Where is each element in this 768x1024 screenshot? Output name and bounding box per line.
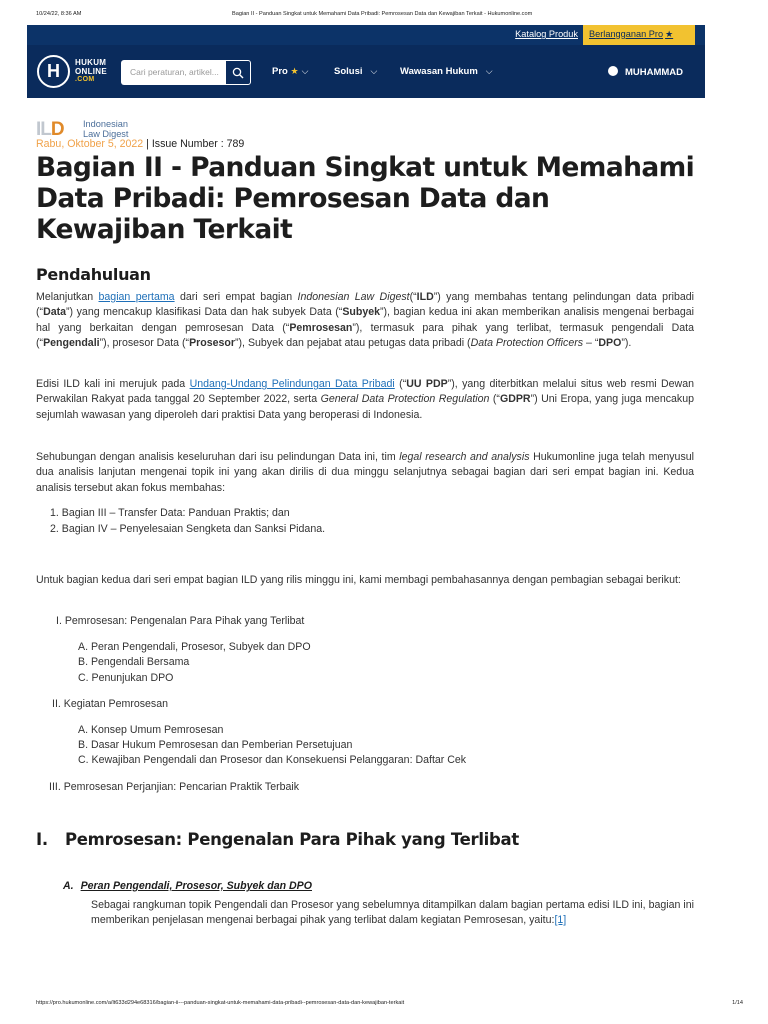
section-1-heading [36, 830, 519, 849]
footnote-link[interactable]: [1] [554, 914, 567, 927]
berlangganan-pro-label: Berlangganan Pro [589, 29, 664, 39]
search-icon [232, 67, 244, 79]
subsection-a-letter: A. [63, 880, 74, 892]
star-icon: ★ [290, 66, 299, 76]
issue-number: | Issue Number : 789 [143, 138, 245, 150]
top-strip [27, 25, 705, 45]
print-doc-title: Bagian II - Panduan Singkat untuk Memahami Data Pribadi: Pemrosesan Data dan Kewajiban Terkait - Hukumonline.com [232, 11, 533, 17]
focus-list-item: 1. Bagian III – Transfer Data: Panduan Praktis; dan [50, 507, 290, 519]
user-menu[interactable] [608, 66, 683, 78]
ild-logo-text [83, 120, 128, 139]
nav-wawasan-hukum[interactable] [400, 66, 493, 77]
chevron-down-icon: ⌵ [301, 66, 309, 76]
subsection-a-title: Peran Pengendali, Prosesor, Subyek dan DPO [80, 880, 312, 892]
print-page-number: 1/14 [732, 1000, 743, 1006]
print-url: https://pro.hukumonline.com/a/lt633d294e68316/bagian-ii---panduan-singkat-untuk-memahami-data-pribadi--pemrosesan-data-dan-kewajiban-terkait [36, 1000, 405, 1006]
outline-subitem: A. Konsep Umum Pemrosesan [78, 724, 224, 736]
outline-subitem: C. Penunjukan DPO [78, 672, 174, 684]
nav-wawasan-label: Wawasan Hukum [400, 66, 478, 77]
article-title: Bagian II - Panduan Singkat untuk Memahami Data Pribadi: Pemrosesan Data dan Kewajiban Terkait [36, 152, 695, 245]
ild-line-1: Indonesian [83, 119, 128, 129]
nav-pro-label: Pro [272, 66, 288, 77]
search-input[interactable]: Cari peraturan, artikel... [121, 60, 225, 85]
subsection-a-heading [63, 880, 312, 892]
print-datetime: 10/24/22, 8:36 AM [36, 11, 82, 17]
intro-paragraph-2: Edisi ILD kali ini merujuk pada Undang-Undang Pelindungan Data Pribadi (“UU PDP”), yang diterbitkan melalui situs web resmi Dewan Perwakilan Rakyat pada tanggal 20 September 2022, serta General Data Protection Regulation (“GDPR”) Uni Eropa, yang juga mencakup sejumlah wawasan yang diperoleh dari praktisi Data yang beroperasi di Indonesia. [36, 378, 694, 421]
section-1-number: I. [36, 830, 48, 849]
article-meta [36, 138, 244, 150]
intro-paragraph-3: Sehubungan dengan analisis keseluruhan dari isu pelindungan Data ini, tim legal research and analysis Hukumonline juga telah menyusul dua analisis lanjutan mengenai topik ini yang akan dirilis di dua minggu selanjutnya sebagai bagian dari seri empat bagian ini. Kedua analisis tersebut akan fokus membahas: [36, 451, 694, 494]
section-1-title: Pemrosesan: Pengenalan Para Pihak yang Terlibat [65, 830, 519, 849]
ild-logo-mark: ILD [36, 119, 64, 140]
logo-line-2: ONLINE [75, 66, 108, 76]
logo-h-icon[interactable]: H [37, 55, 70, 88]
logo-line-3: .COM [75, 76, 95, 83]
outline-item: III. Pemrosesan Perjanjian: Pencarian Praktik Terbaik [49, 781, 300, 793]
star-icon: ★ [665, 29, 674, 39]
outline-item: I. Pemrosesan: Pengenalan Para Pihak yang Terlibat [56, 615, 305, 627]
logo-line-1: HUKUM [75, 58, 107, 67]
intro-paragraph-1: Melanjutkan bagian pertama dari seri empat bagian Indonesian Law Digest(“ILD”) yang membahas tentang pelindungan data pribadi (“Data”) yang mencakup klasifikasi Data dan hak subyek Data (“Subyek”), bagian kedua ini akan memberikan analisis mengenai berbagai hal yang berkaitan dengan pemrosesan Data (“Pemrosesan”), termasuk para pihak yang terlibat, termasuk pengendali Data (“Pengendali”), prosesor Data (“Prosesor”), Subyek dan pejabat atau petugas data pribadi (Data Protection Officers – “DPO”). [36, 291, 694, 349]
ild-line-2: Law Digest [83, 128, 129, 139]
nav-solusi-label: Solusi [334, 66, 363, 77]
outline-subitem: B. Dasar Hukum Pemrosesan dan Pemberian Persetujuan [78, 739, 353, 751]
outline-subitem: A. Peran Pengendali, Prosesor, Subyek dan DPO [78, 641, 311, 653]
katalog-produk-link[interactable]: Katalog Produk [515, 29, 578, 39]
outline-subitem: C. Kewajiban Pengendali dan Prosesor dan Konsekuensi Pelanggaran: Daftar Cek [78, 754, 467, 766]
user-name: MUHAMMAD [624, 67, 683, 78]
print-header [36, 11, 748, 21]
outline-subitem: B. Pengendali Bersama [78, 656, 190, 668]
outline-item: II. Kegiatan Pemrosesan [52, 698, 169, 710]
focus-list-item: 2. Bagian IV – Penyelesaian Sengketa dan Sanksi Pidana. [50, 523, 326, 535]
subsection-a-paragraph: Sebagai rangkuman topik Pengendali dan Prosesor yang sebelumnya ditampilkan dalam bagian pertama edisi ILD ini, bagian ini memberikan penjelasan mengenai berbagai pihak yang terlibat dalam kegiatan Pemrosesan, yaitu:[1] [91, 899, 694, 927]
print-footer [36, 1000, 743, 1010]
berlangganan-pro-button[interactable] [583, 25, 695, 45]
uu-pdp-link[interactable]: Undang-Undang Pelindungan Data Pribadi [189, 378, 395, 390]
nav-solusi[interactable] [334, 66, 377, 77]
site-header [27, 25, 705, 98]
user-icon [608, 66, 618, 76]
bagian-pertama-link[interactable]: bagian pertama [98, 291, 175, 303]
site-logo[interactable] [75, 59, 107, 85]
intro-heading: Pendahuluan [36, 265, 151, 284]
intro-paragraph-4: Untuk bagian kedua dari seri empat bagian ILD yang rilis minggu ini, kami membagi pembahasannya dengan pembagian sebagai berikut: [36, 574, 681, 586]
chevron-down-icon: ⌵ [370, 66, 378, 76]
chevron-down-icon: ⌵ [485, 66, 493, 76]
nav-pro[interactable] [272, 66, 308, 77]
article-date: Rabu, Oktober 5, 2022 [36, 138, 144, 150]
search-button[interactable] [225, 60, 251, 85]
